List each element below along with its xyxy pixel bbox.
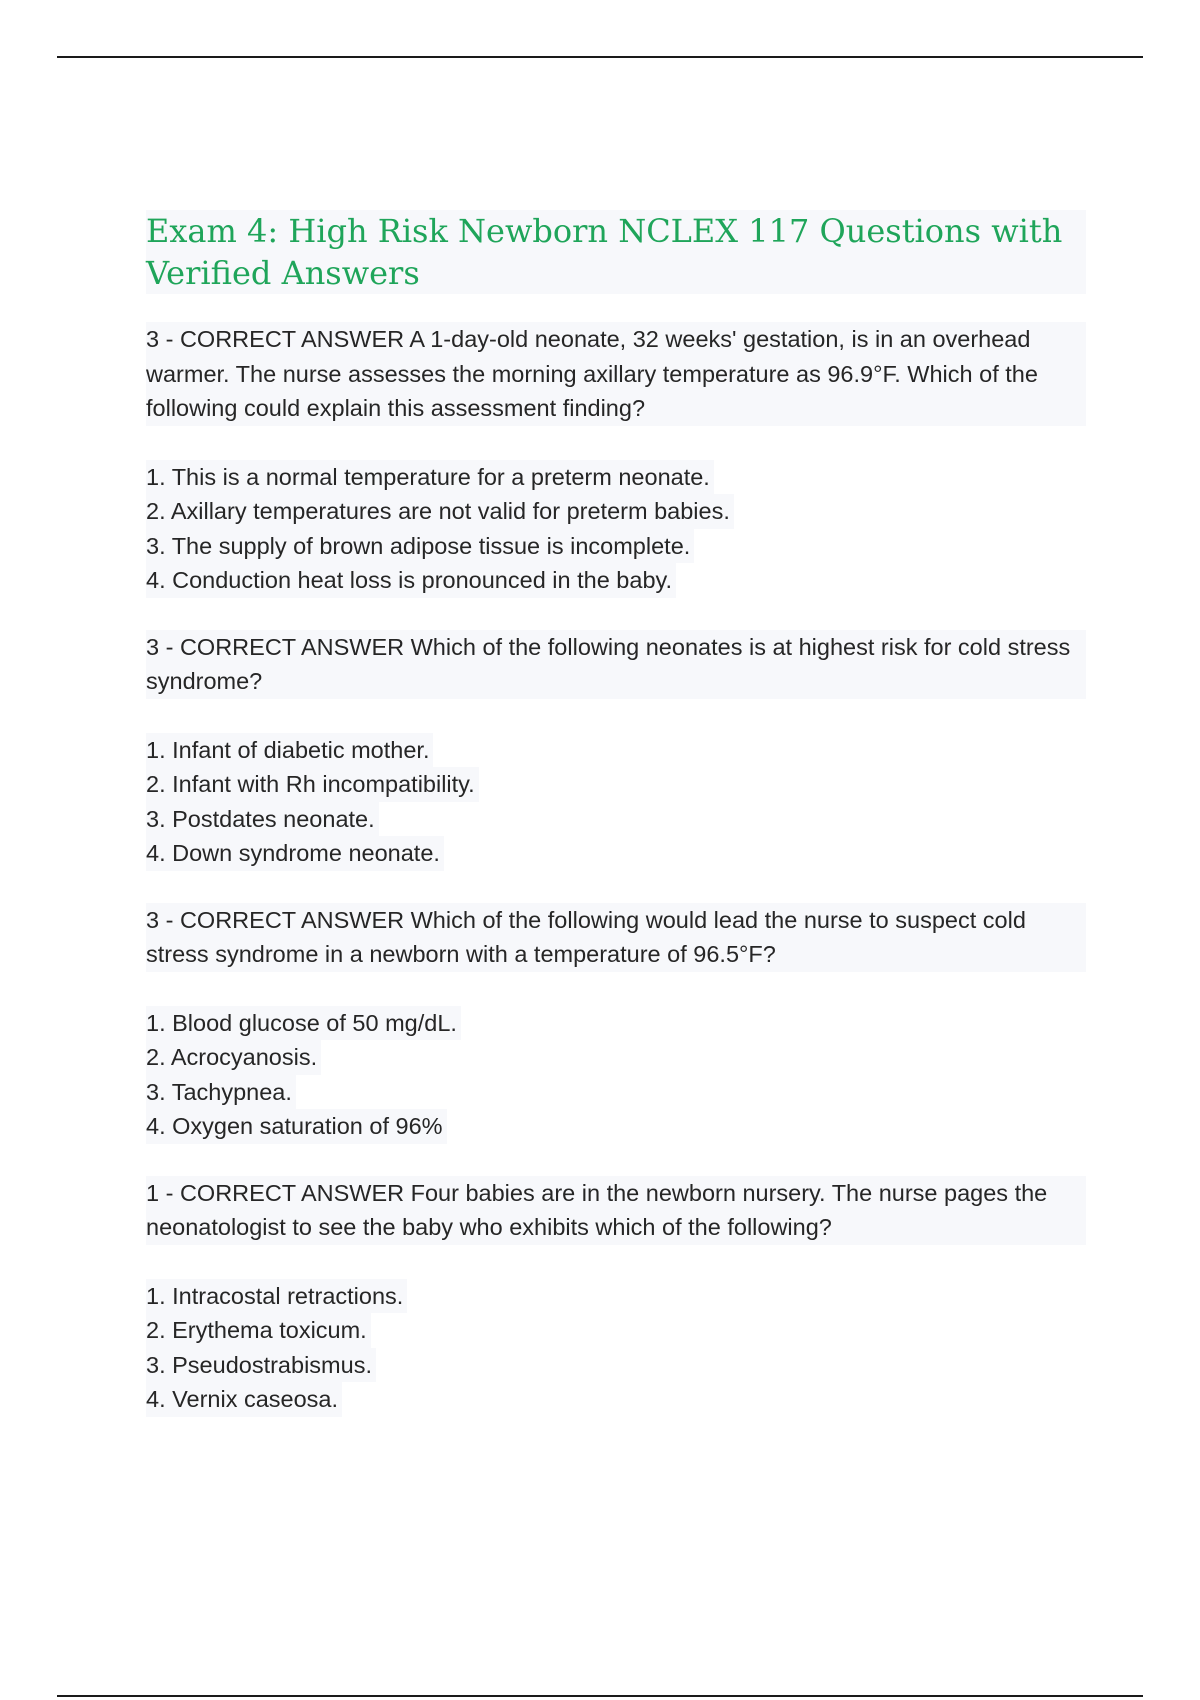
answer-options: [146, 460, 1086, 598]
question-text: 3 - CORRECT ANSWER Which of the following would lead the nurse to suspect cold stress syndrome in a newborn with a temperature of 96.5°F?: [146, 903, 1086, 972]
answer-option: 1. Blood glucose of 50 mg/dL.: [146, 1006, 461, 1041]
answer-option: 1. Intracostal retractions.: [146, 1279, 407, 1314]
footer-rule: [57, 1695, 1143, 1697]
question-text: 1 - CORRECT ANSWER Four babies are in the newborn nursery. The nurse pages the neonatologist to see the baby who exhibits which of the following?: [146, 1176, 1086, 1245]
document-body: [146, 210, 1086, 1449]
answer-options: [146, 733, 1086, 871]
answer-option: 1. Infant of diabetic mother.: [146, 733, 433, 768]
answer-option: 4. Down syndrome neonate.: [146, 836, 444, 871]
answer-option: 3. The supply of brown adipose tissue is incomplete.: [146, 529, 694, 564]
answer-option: 2. Acrocyanosis.: [146, 1040, 321, 1075]
header-rule: [57, 56, 1143, 58]
answer-option: 3. Postdates neonate.: [146, 802, 379, 837]
answer-option: 1. This is a normal temperature for a preterm neonate.: [146, 460, 714, 495]
question-text: 3 - CORRECT ANSWER A 1-day-old neonate, 32 weeks' gestation, is in an overhead warmer. The nurse assesses the morning axillary temperature as 96.9°F. Which of the following could explain this assessment finding?: [146, 322, 1086, 426]
question-block: [146, 903, 1086, 1144]
answer-option: 2. Infant with Rh incompatibility.: [146, 767, 479, 802]
question-block: [146, 322, 1086, 598]
answer-option: 4. Conduction heat loss is pronounced in the baby.: [146, 563, 676, 598]
answer-option: 4. Vernix caseosa.: [146, 1382, 342, 1417]
answer-option: 3. Tachypnea.: [146, 1075, 296, 1110]
answer-option: 2. Erythema toxicum.: [146, 1313, 371, 1348]
answer-options: [146, 1279, 1086, 1417]
question-block: [146, 1176, 1086, 1417]
answer-option: 2. Axillary temperatures are not valid for preterm babies.: [146, 494, 734, 529]
question-text: 3 - CORRECT ANSWER Which of the following neonates is at highest risk for cold stress syndrome?: [146, 630, 1086, 699]
answer-options: [146, 1006, 1086, 1144]
answer-option: 3. Pseudostrabismus.: [146, 1348, 376, 1383]
document-title: Exam 4: High Risk Newborn NCLEX 117 Questions with Verified Answers: [146, 210, 1086, 294]
question-block: [146, 630, 1086, 871]
answer-option: 4. Oxygen saturation of 96%: [146, 1109, 447, 1144]
